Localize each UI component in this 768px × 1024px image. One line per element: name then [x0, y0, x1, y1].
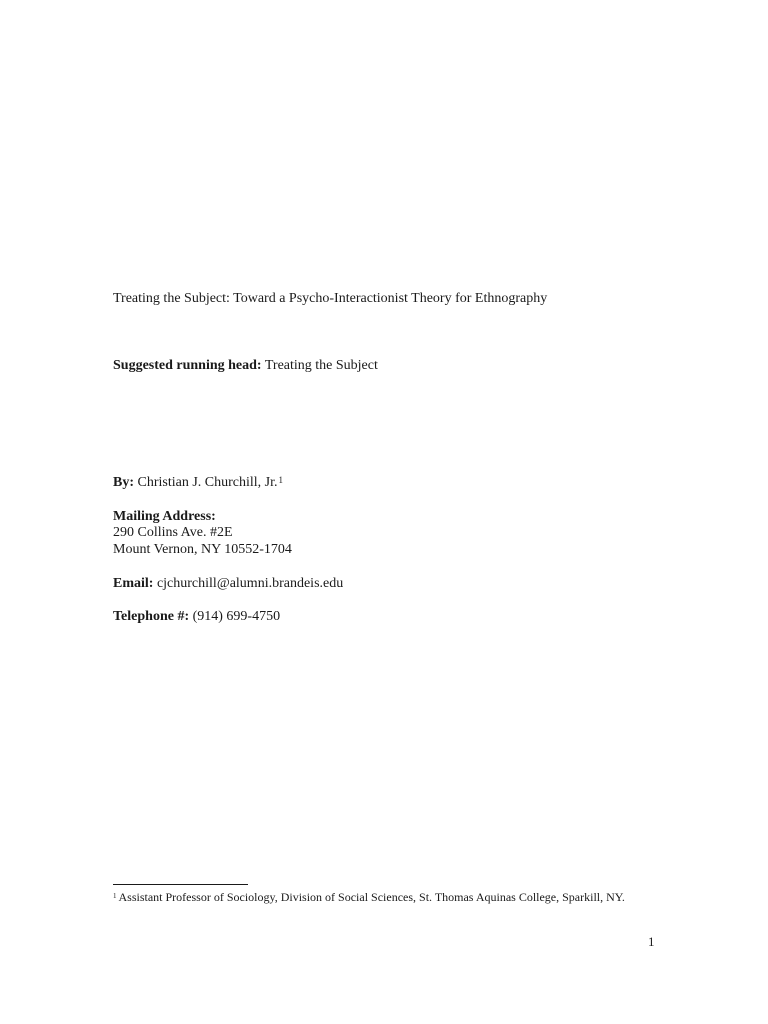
- author-line: [113, 474, 283, 491]
- email-label: Email:: [113, 576, 154, 591]
- footnote-text: Assistant Professor of Sociology, Division of Social Sciences, St. Thomas Aquinas College, Sparkill, NY.: [118, 890, 625, 904]
- telephone-value: (914) 699-4750: [192, 609, 281, 624]
- running-head-line: [113, 357, 378, 374]
- author-label: By:: [113, 475, 134, 490]
- footnote-separator: [113, 884, 248, 885]
- paper-title: Treating the Subject: Toward a Psycho-Interactionist Theory for Ethnography: [113, 291, 548, 306]
- email-value: cjchurchill@alumni.brandeis.edu: [156, 576, 344, 591]
- footnote-reference: 1: [278, 475, 283, 485]
- page-number: 1: [648, 934, 655, 949]
- author-name: Christian J. Churchill, Jr.: [137, 475, 278, 490]
- telephone-label: Telephone #:: [113, 609, 190, 624]
- mailing-address-label: Mailing Address:: [113, 509, 216, 524]
- address-line-2: Mount Vernon, NY 10552-1704: [113, 542, 292, 557]
- footnote-marker: 1: [113, 892, 117, 900]
- address-line-1: 290 Collins Ave. #2E: [113, 525, 233, 540]
- telephone-line: [113, 608, 280, 625]
- email-line: [113, 575, 343, 592]
- running-head-label: Suggested running head:: [113, 358, 262, 373]
- running-head-value: Treating the Subject: [264, 358, 378, 373]
- footnote: [113, 890, 625, 905]
